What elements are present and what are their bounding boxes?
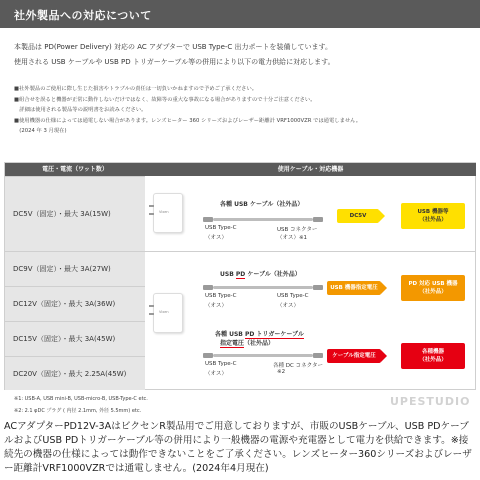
cable-end-left-sub: （オス） bbox=[205, 303, 227, 309]
target-device-box bbox=[401, 275, 465, 301]
voltage-label-box: DC5V bbox=[337, 209, 379, 223]
table-head-cable: 使用ケーブル・対応機器 bbox=[145, 163, 476, 176]
note-item: ■使用機器の仕様によっては通電しない場合があります。レンズヒーター 360 シリーズおよびレーザー距離計 VRF1000VZR では通電しません。 bbox=[14, 117, 362, 124]
product-description: ACアダプターPD12V-3AはビクセンR製品用でご用意しておりますが、市販のUSBケーブル、USB PDケーブルおよびUSB PDトリガーケーブル等の併用により一般機器の電源や充電器として電力を供給できます。※接続先の機器の仕様によっては動作できないことをご了承ください。レンズヒーター360シリーズおよびレーザー距離計VRF1000VZRでは通電しません。(2024年4月現在) bbox=[4, 421, 472, 474]
usb-c-plug bbox=[203, 285, 213, 290]
cable-title: 各種 USB ケーブル（社外品） bbox=[220, 201, 304, 208]
note-item: ■組合せを誤ると機器が正常に動作しないだけではなく、故障等の重大な事故になる場合がありますので十分ご注意ください。 bbox=[14, 96, 316, 103]
ac-adapter-image bbox=[153, 193, 183, 233]
note-item: (2024 年 3 月現在) bbox=[14, 128, 67, 135]
pd-highlight: PD bbox=[235, 271, 246, 278]
adapter-prong bbox=[149, 213, 154, 215]
watermark: UPESTUDIO bbox=[390, 395, 471, 408]
pd-cable-title bbox=[220, 269, 301, 278]
table-row-voltage: DC20V（固定）・最大 2.25A(45W) bbox=[5, 356, 145, 390]
footnote-1: ※1: USB-A, USB mini-B, USB-micro-B, USB-Type-C etc. bbox=[14, 396, 148, 402]
cable-end-right: 各種 DC コネクター bbox=[273, 363, 323, 369]
target-device-sub: （社外品） bbox=[419, 289, 447, 295]
cable-end-left-sub: （オス） bbox=[205, 371, 227, 377]
target-device-box bbox=[401, 203, 465, 229]
target-device-sub: （社外品） bbox=[419, 357, 447, 363]
notes-list bbox=[14, 84, 470, 137]
trigger-cable-title bbox=[215, 329, 304, 338]
usb-c-plug bbox=[203, 353, 213, 358]
pd-cable bbox=[213, 286, 313, 289]
cable-end-right: USB Type-C bbox=[277, 293, 309, 299]
target-device-sub: （社外品） bbox=[419, 217, 447, 223]
intro-line-2: 使用される USB ケーブルや USB PD トリガーケーブル等の併用により以下の電力供給に対応します。 bbox=[14, 58, 335, 66]
usb-plug bbox=[313, 217, 323, 222]
target-device-label: 各種機器 bbox=[421, 349, 444, 355]
cable-end-right-sub: （オス）※1 bbox=[277, 235, 308, 241]
dc-plug bbox=[313, 353, 323, 358]
arrow-icon bbox=[381, 350, 387, 362]
voltage-label-box: ケーブル指定電圧 bbox=[327, 349, 381, 363]
voltage-label-box: USB 機器指定電圧 bbox=[327, 281, 381, 295]
trigger-cable-sub bbox=[220, 338, 274, 347]
trigger-highlight: PD トリガーケーブル bbox=[244, 331, 304, 338]
trigger-cable bbox=[213, 354, 313, 357]
adapter-logo: Vixen bbox=[159, 210, 169, 214]
adapter-prong bbox=[149, 205, 154, 207]
target-device-label: USB 機器等 bbox=[417, 209, 449, 215]
table-row-voltage: DC15V（固定）・最大 3A(45W) bbox=[5, 321, 145, 356]
pd-cable-title-pre: USB bbox=[220, 271, 236, 278]
cable-end-right-sub: （オス） bbox=[277, 303, 299, 309]
table-row-voltage: DC5V（固定）・最大 3A(15W) bbox=[5, 176, 145, 251]
table-row-voltage: DC9V（固定）・最大 3A(27W) bbox=[5, 251, 145, 286]
cable-end-right: USB コネクター bbox=[277, 227, 318, 233]
arrow-icon bbox=[381, 282, 387, 294]
cable-end-left: USB Type-C bbox=[205, 361, 237, 367]
intro-text bbox=[14, 40, 470, 70]
note-item: ■社外製品のご使用に際し生じた損害やトラブルの責任は一切負いかねますので予めご了承ください。 bbox=[14, 86, 258, 92]
compatibility-table bbox=[4, 162, 476, 390]
adapter-prong bbox=[149, 313, 154, 315]
adapter-prong bbox=[149, 305, 154, 307]
adapter-logo: Vixen bbox=[159, 310, 169, 314]
target-device-box bbox=[401, 343, 465, 369]
trigger-sub-highlight: 指定電圧 bbox=[220, 340, 245, 347]
usb-c-plug bbox=[313, 285, 323, 290]
target-device-label: PD 対応 USB 機器 bbox=[408, 281, 458, 287]
section-title: 社外製品への対応について bbox=[14, 9, 152, 22]
ac-adapter-image bbox=[153, 293, 183, 333]
cable-end-left: USB Type-C bbox=[205, 225, 237, 231]
cable-end-left-sub: （オス） bbox=[205, 235, 227, 241]
section-header bbox=[0, 0, 480, 28]
trigger-sub-post: （社外品） bbox=[244, 340, 275, 347]
table-divider bbox=[145, 251, 476, 252]
cable-end-left: USB Type-C bbox=[205, 293, 237, 299]
table-row-voltage: DC12V（固定）・最大 3A(36W) bbox=[5, 286, 145, 321]
intro-line-1: 本製品は PD(Power Delivery) 対応の AC アダプターで USB Type-C 出力ポートを装備しています。 bbox=[14, 43, 332, 51]
note-item: 詳細は使用される製品等の説明書をお読みください。 bbox=[14, 107, 147, 114]
trigger-title-pre: 各種 USB bbox=[215, 331, 245, 338]
cable-end-right-sub: ※2 bbox=[277, 369, 286, 375]
footnote-2: ※2: 2.1 φDC プラグ ( 内径 2.1mm, 外径 5.5mm) etc. bbox=[14, 408, 142, 414]
usb-c-plug bbox=[203, 217, 213, 222]
arrow-icon bbox=[379, 210, 385, 222]
pd-cable-title-post: ケーブル（社外品） bbox=[245, 271, 301, 278]
usb-cable bbox=[213, 218, 313, 221]
table-head-voltage: 電圧・電流（ワット数） bbox=[5, 163, 145, 176]
